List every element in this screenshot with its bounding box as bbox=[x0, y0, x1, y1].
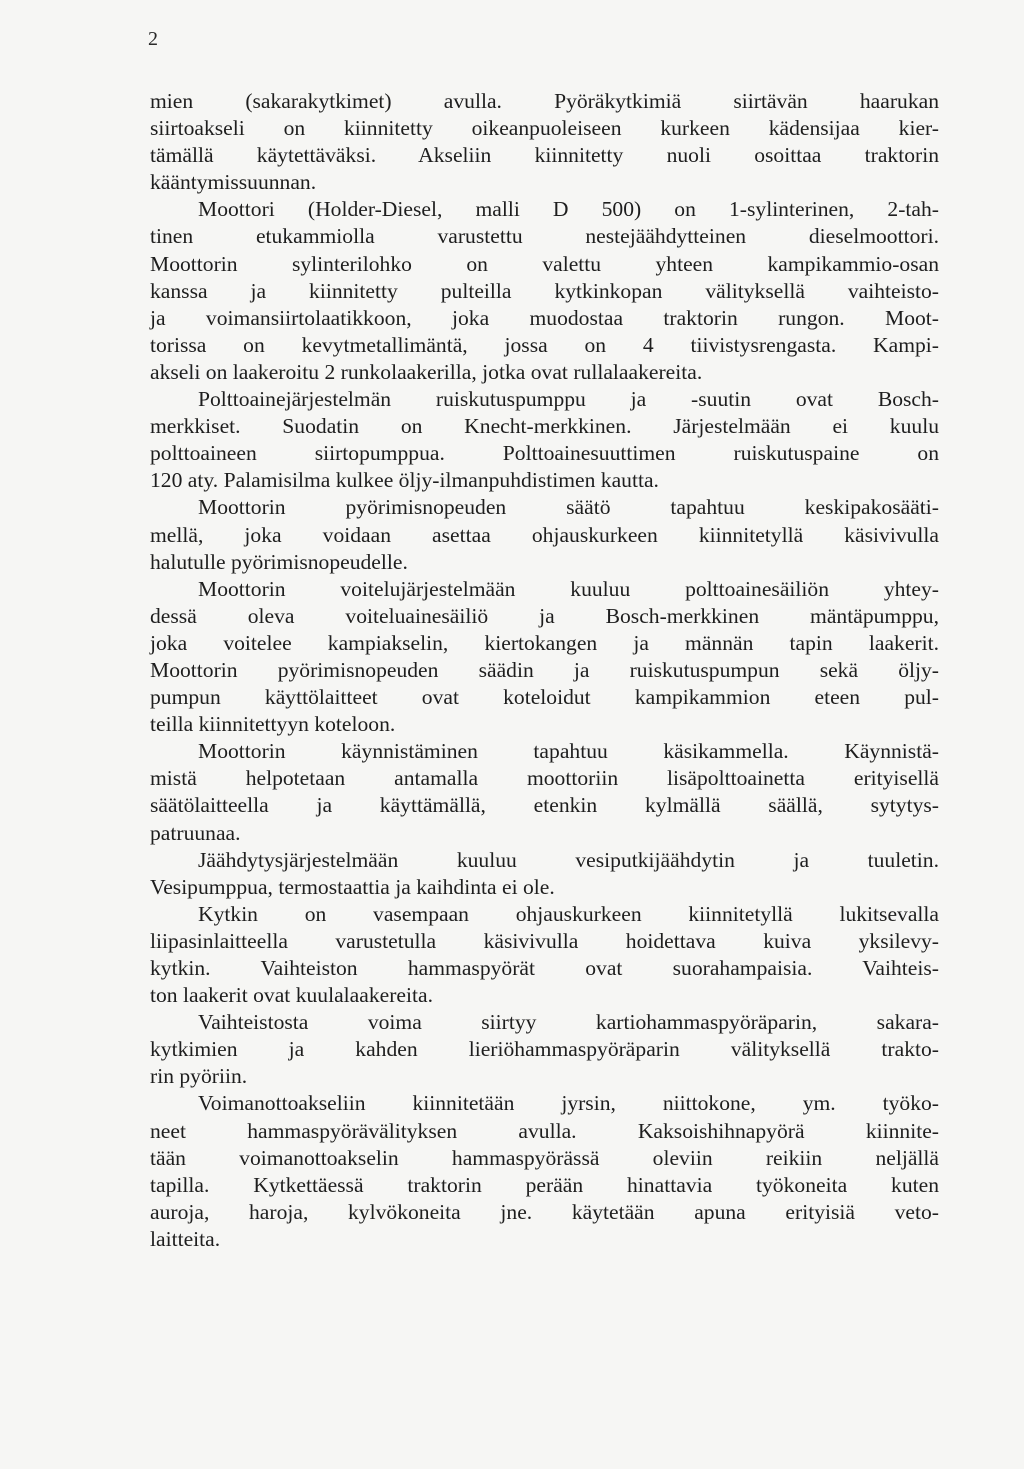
text-line: tinen etukammiolla varustettu nestejäähdytteinen dieselmoottori. bbox=[150, 224, 939, 249]
body-text bbox=[150, 88, 939, 1253]
text-line: mellä, joka voidaan asettaa ohjauskurkeen kiinnitetyllä käsivivulla bbox=[150, 522, 939, 547]
paragraph bbox=[150, 738, 939, 846]
paragraph bbox=[150, 494, 939, 575]
text-line: liipasinlaitteella varustetulla käsivivulla hoidettava kuiva yksilevy- bbox=[150, 928, 939, 953]
paragraph bbox=[150, 901, 939, 1009]
paragraph bbox=[150, 196, 939, 386]
text-line: akseli on laakeroitu 2 runkolaakerilla, jotka ovat rullalaakereita. bbox=[150, 359, 703, 384]
text-line: merkkiset. Suodatin on Knecht-merkkinen. Järjestelmään ei kuulu bbox=[150, 414, 939, 439]
text-line: ton laakerit ovat kuulalaakereita. bbox=[150, 983, 433, 1008]
text-line: neet hammaspyörävälityksen avulla. Kaksoishihnapyörä kiinnite- bbox=[150, 1118, 939, 1143]
text-line: mistä helpotetaan antamalla moottoriin lisäpolttoainetta erityisellä bbox=[150, 766, 939, 791]
text-line: Moottorin pyörimisnopeuden säätö tapahtuu keskipakosääti- bbox=[198, 495, 939, 520]
text-line: halutulle pyörimisnopeudelle. bbox=[150, 549, 408, 574]
text-line: laitteita. bbox=[150, 1226, 221, 1251]
text-line: kanssa ja kiinnitetty pulteilla kytkinkopan välityksellä vaihteisto- bbox=[150, 278, 939, 303]
text-line: Kytkin on vasempaan ohjauskurkeen kiinnitetyllä lukitsevalla bbox=[198, 901, 939, 926]
text-line: torissa on kevytmetallimäntä, jossa on 4 tiivistysrengasta. Kampi- bbox=[150, 332, 939, 357]
paragraph bbox=[150, 386, 939, 494]
text-line: ja voimansiirtolaatikkoon, joka muodostaa traktorin rungon. Moot- bbox=[150, 305, 939, 330]
text-line: Moottorin käynnistäminen tapahtuu käsikammella. Käynnistä- bbox=[198, 739, 939, 764]
text-line: Voimanottoakseliin kiinnitetään jyrsin, niittokone, ym. työko- bbox=[198, 1091, 939, 1116]
text-line: Moottorin sylinterilohko on valettu yhteen kampikammio-osan bbox=[150, 251, 939, 276]
paragraph bbox=[150, 88, 939, 196]
paragraph bbox=[150, 1009, 939, 1090]
text-line: säätölaitteella ja käyttämällä, etenkin kylmällä säällä, sytytys- bbox=[150, 793, 939, 818]
paragraph bbox=[150, 1090, 939, 1253]
text-line: polttoaineen siirtopumppua. Polttoainesuuttimen ruiskutuspaine on bbox=[150, 441, 939, 466]
text-line: Polttoainejärjestelmän ruiskutuspumppu ja -suutin ovat Bosch- bbox=[198, 387, 939, 412]
paragraph bbox=[150, 576, 939, 739]
text-line: Moottori (Holder-Diesel, malli D 500) on 1-sylinterinen, 2-tah- bbox=[198, 197, 939, 222]
text-line: Vesipumppua, termostaattia ja kaihdinta ei ole. bbox=[150, 874, 555, 899]
text-line: rin pyöriin. bbox=[150, 1064, 248, 1089]
text-line: joka voitelee kampiakselin, kiertokangen ja männän tapin laakerit. bbox=[150, 630, 939, 655]
text-line: teilla kiinnitettyyn koteloon. bbox=[150, 712, 396, 737]
text-line: patruunaa. bbox=[150, 820, 241, 845]
text-line: Jäähdytysjärjestelmään kuuluu vesiputkijäähdytin ja tuuletin. bbox=[198, 847, 939, 872]
text-line: kytkimien ja kahden lieriöhammaspyöräparin välityksellä trakto- bbox=[150, 1037, 939, 1062]
text-line: mien (sakarakytkimet) avulla. Pyöräkytkimiä siirtävän haarukan bbox=[150, 89, 939, 113]
text-line: Moottorin voitelujärjestelmään kuuluu polttoainesäiliön yhtey- bbox=[198, 576, 939, 601]
paragraph bbox=[150, 847, 939, 901]
text-line: pumpun käyttölaitteet ovat koteloidut kampikammion eteen pul- bbox=[150, 685, 939, 710]
text-line: dessä oleva voiteluainesäiliö ja Bosch-merkkinen mäntäpumppu, bbox=[150, 603, 939, 628]
text-line: kytkin. Vaihteiston hammaspyörät ovat suorahampaisia. Vaihteis- bbox=[150, 956, 939, 980]
text-line: auroja, haroja, kylvökoneita jne. käytetään apuna erityisiä veto- bbox=[150, 1199, 939, 1224]
text-line: tään voimanottoakselin hammaspyörässä oleviin reikiin neljällä bbox=[150, 1145, 939, 1170]
text-line: siirtoakseli on kiinnitetty oikeanpuoleiseen kurkeen kädensijaa kier- bbox=[150, 116, 939, 141]
text-line: 120 aty. Palamisilma kulkee öljy-ilmanpuhdistimen kautta. bbox=[150, 468, 659, 493]
text-line: tapilla. Kytkettäessä traktorin perään hinattavia työkoneita kuten bbox=[150, 1172, 939, 1197]
text-line: tämällä käytettäväksi. Akseliin kiinnitetty nuoli osoittaa traktorin bbox=[150, 143, 939, 168]
text-line: Moottorin pyörimisnopeuden säädin ja ruiskutuspumpun sekä öljy- bbox=[150, 657, 939, 682]
text-line: Vaihteistosta voima siirtyy kartiohammaspyöräparin, sakara- bbox=[198, 1010, 939, 1035]
text-line: kääntymissuunnan. bbox=[150, 170, 317, 195]
page-number: 2 bbox=[148, 28, 158, 50]
